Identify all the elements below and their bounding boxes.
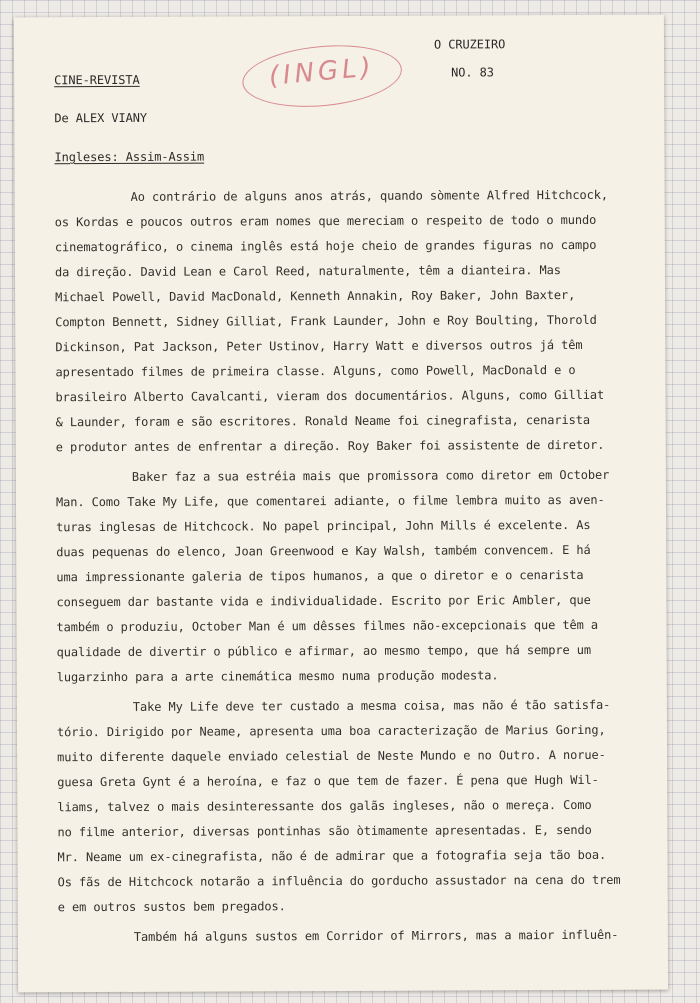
text-line: uma impressionante galeria de tipos humanos, a que o diretor e o cenarista bbox=[56, 567, 584, 585]
issue-number: NO. 83 bbox=[451, 65, 494, 80]
text-line: no filme anterior, diversas pontinhas são òtimamente apresentadas. E, sendo bbox=[57, 822, 592, 840]
text-line: da direção. David Lean e Carol Reed, naturalmente, têm a dianteira. Mas bbox=[54, 263, 561, 280]
text-line: também o produziu, October Man é um dêsses filmes não-excepcionais que têm a bbox=[56, 617, 599, 635]
text-line: os Kordas e poucos outros eram nomes que mereciam o respeito de todo o mundo bbox=[54, 212, 597, 230]
text-line: tório. Dirigido por Neame, apresenta uma boa caracterização de Marius Goring, bbox=[56, 722, 606, 740]
text-line: e produtor antes de enfrentar a direção. Roy Baker foi assistente de diretor. bbox=[55, 437, 605, 455]
stamp-text: (INGL) bbox=[267, 52, 376, 92]
text-line: duas pequenas do elenco, Joan Greenwood e Kay Walsh, também convencem. E há bbox=[56, 542, 591, 560]
byline: De ALEX VIANY bbox=[54, 110, 147, 126]
text-line: Compton Bennett, Sidney Gilliat, Frank Launder, John e Roy Boulting, Thorold bbox=[55, 312, 597, 330]
text-line: conseguem dar bastante vida e individualidade. Escrito por Eric Ambler, que bbox=[56, 592, 591, 610]
text-line: lugarzinho para a arte cinemática mesmo numa produção modesta. bbox=[56, 668, 499, 685]
text-line: Dickinson, Pat Jackson, Peter Ustinov, Harry Watt e diversos outros já têm bbox=[55, 337, 583, 355]
typewritten-page bbox=[14, 15, 668, 993]
text-line: muito diferente daquele enviado celestial de Neste Mundo e no Outro. A norue- bbox=[57, 747, 606, 765]
text-line: Baker faz a sua estréia mais que promissora como diretor em October bbox=[131, 467, 610, 484]
text-line: Também há alguns sustos em Corridor of Mirrors, mas a maior influên- bbox=[133, 927, 619, 944]
section-heading: CINE-REVISTA bbox=[54, 72, 140, 88]
text-line: brasileiro Alberto Cavalcanti, vieram dos documentários. Alguns, como Gilliat bbox=[55, 387, 605, 405]
text-line: apresentado filmes de primeira classe. Alguns, como Powell, MacDonald e o bbox=[55, 362, 576, 380]
text-line: Take My Life deve ter custado a mesma coisa, mas não é tão satisfa- bbox=[132, 697, 611, 714]
publication-name: O CRUZEIRO bbox=[433, 37, 506, 52]
text-line: Man. Como Take My Life, que comentarei adiante, o filme lembra muito as aven- bbox=[55, 492, 605, 510]
text-line: e em outros sustos bem pregados. bbox=[57, 899, 286, 915]
text-line: Os fãs de Hitchcock notarão a influência do gorducho assustador na cena do trem bbox=[57, 872, 621, 890]
text-line: qualidade de divertir o público e afirmar, ao mesmo tempo, que há sempre um bbox=[56, 642, 592, 660]
text-line: Michael Powell, David MacDonald, Kenneth Annakin, Roy Baker, John Baxter, bbox=[55, 287, 576, 305]
text-line: Ao contrário de alguns anos atrás, quando sòmente Alfred Hitchcock, bbox=[130, 187, 609, 204]
text-line: Mr. Neame um ex-cinegrafista, não é de admirar que a fotografia seja tão boa. bbox=[57, 847, 607, 865]
handwritten-stamp bbox=[240, 39, 405, 113]
text-line: & Launder, foram e são escritores. Ronald Neame foi cinegrafista, cenarista bbox=[55, 412, 591, 430]
text-line: turas inglesas de Hitchcock. No papel principal, John Mills é excelente. As bbox=[56, 517, 591, 535]
article-title: Ingleses: Assim-Assim bbox=[54, 149, 205, 165]
text-line: guesa Greta Gynt é a heroína, e faz o que tem de fazer. É pena que Hugh Wil- bbox=[57, 772, 599, 790]
text-line: liams, talvez o mais desinteressante dos galãs ingleses, não o mereça. Como bbox=[57, 797, 592, 815]
text-line: cinematográfico, o cinema inglês está hoje cheio de grandes figuras no campo bbox=[54, 237, 597, 255]
